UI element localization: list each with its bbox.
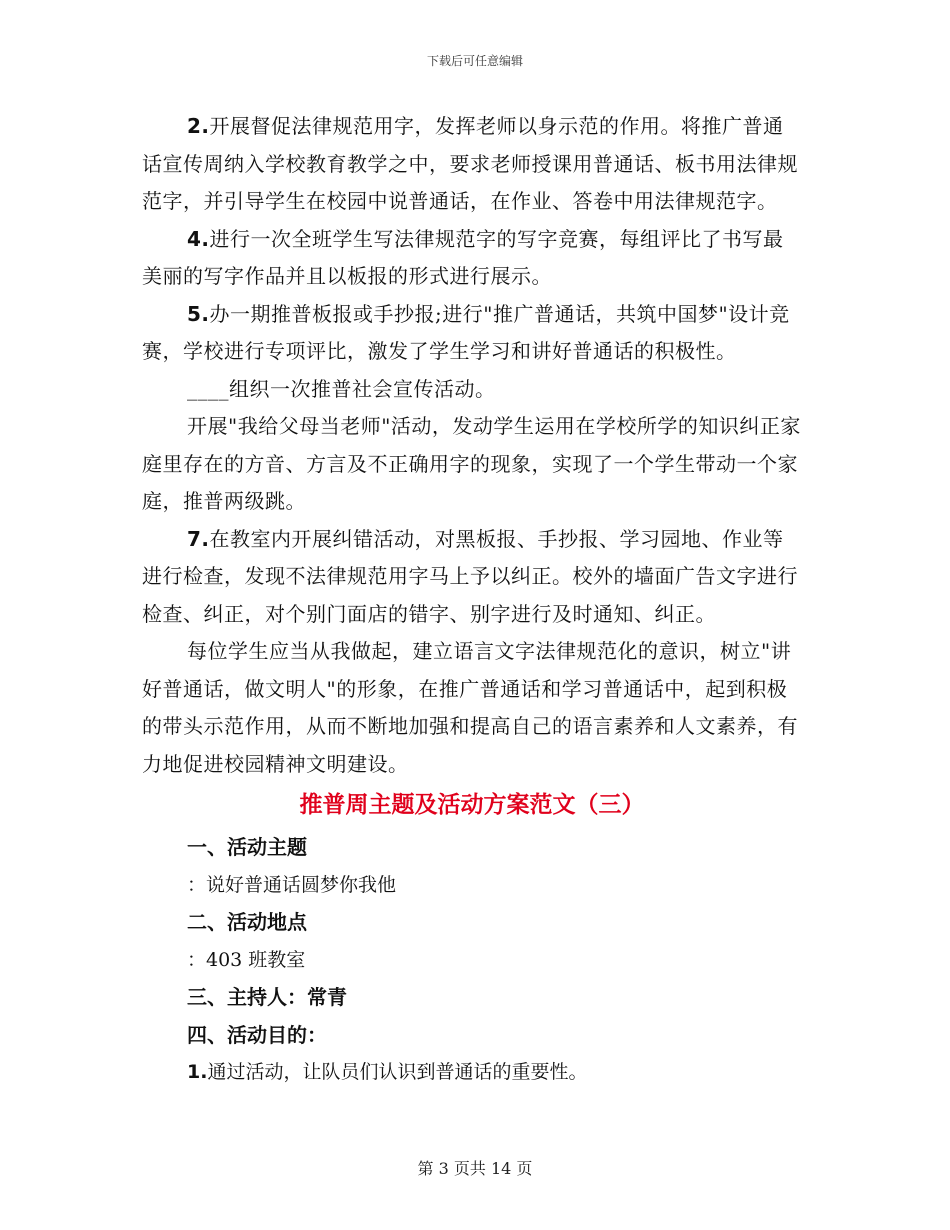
paragraph-text: 进行一次全班学生写法律规范字的写字竞赛，每组评比了书写最美丽的写字作品并且以板报的形式进行展示。	[142, 226, 784, 288]
item-number: 5.	[187, 301, 210, 326]
heading-host: 三、主持人：常青	[187, 985, 347, 1009]
paragraph-text: 开展"我给父母当老师"活动，发动学生运用在学校所学的知识纠正家庭里存在的方音、方言及不正确用字的现象，实现了一个学生带动一个家庭，推普两级跳。	[142, 414, 801, 513]
location-value: ：403 班教室	[187, 948, 306, 971]
page-footer: 第 3 页共 14 页	[417, 1159, 533, 1178]
item-number: 2.	[187, 114, 210, 138]
paragraph-text: ____组织一次推普社会宣传活动。	[187, 376, 496, 401]
heading-location: 二、活动地点	[187, 910, 307, 934]
paragraph-text: 每位学生应当从我做起，建立语言文字法律规范化的意识，树立"讲好普通话，做文明人"的形象，在推广普通话和学习普通话中，起到积极的带头示范作用，从而不断地加强和提高自己的语言素养和人文素养，有力地促进校园精神文明建设。	[142, 639, 798, 776]
paragraph-2	[142, 108, 802, 221]
theme-value: ：说好普通话圆梦你我他	[187, 873, 397, 896]
purpose-text: 通过活动，让队员们认识到普通话的重要性。	[207, 1061, 588, 1083]
paragraph-conclusion	[142, 633, 802, 783]
paragraph-4	[142, 221, 802, 296]
paragraph-social-activity	[142, 371, 802, 409]
paragraph-text: 开展督促法律规范用字，发挥老师以身示范的作用。将推广普通话宣传周纳入学校教育教学之中，要求老师授课用普通话、板书用法律规范字，并引导学生在校园中说普通话，在作业、答卷中用法律规范字。	[142, 114, 798, 213]
page-header: 下载后可任意编辑	[426, 54, 523, 68]
paragraph-text: 办一期推普板报或手抄报;进行"推广普通话，共筑中国梦"设计竞赛，学校进行专项评比，激发了学生学习和讲好普通话的积极性。	[142, 301, 790, 363]
paragraph-parents-teacher	[142, 408, 802, 521]
item-number: 4.	[187, 226, 210, 251]
heading-purpose: 四、活动目的：	[187, 1022, 327, 1047]
purpose-item-1	[142, 1054, 802, 1092]
heading-theme: 一、活动主题	[187, 835, 307, 859]
paragraph-text: 在教室内开展纠错活动，对黑板报、手抄报、学习园地、作业等进行检查，发现不法律规范用字马上予以纠正。校外的墙面广告文字进行检查、纠正，对个别门面店的错字、别字进行及时通知、纠正。	[142, 526, 798, 626]
paragraph-7	[142, 521, 802, 634]
document-body	[142, 108, 802, 1092]
item-number: 1.	[187, 1061, 208, 1083]
item-number: 7.	[187, 526, 210, 551]
section-title: 推普周主题及活动方案范文（三）	[299, 792, 645, 818]
paragraph-5	[142, 296, 802, 371]
